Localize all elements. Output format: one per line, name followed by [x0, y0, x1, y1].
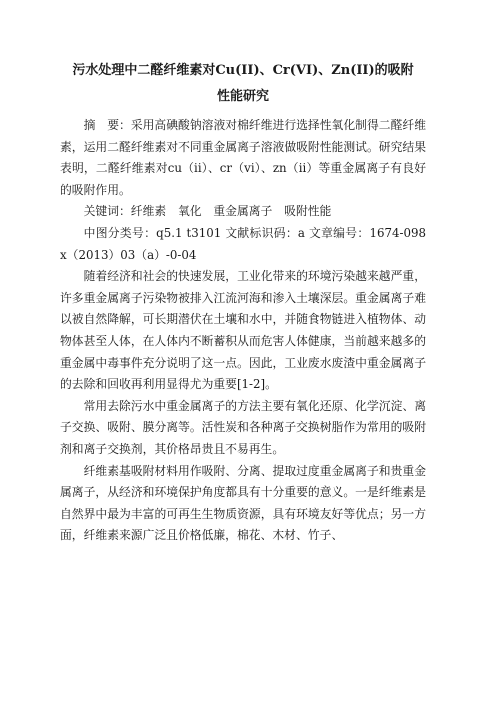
abstract: 摘 要：采用高碘酸钠溶液对棉纤维进行选择性氧化制得二醛纤维素，运用二醛纤维素对不同重金属离子溶液做吸附性能测试。研究结果表明，二醛纤维素对cu（ii）、cr（vi）、zn（ii）等重金属离子有良好的吸附作用。 [60, 118, 426, 197]
body-paragraph-3: 纤维素基吸附材料用作吸附、分离、提取过度重金属离子和贵重金属离子，从经济和环境保护角度都具有十分重要的意义。一是纤维素是自然界中最为丰富的可再生生物质资源，具有环境友好等优点；另一方面，纤维素来源广泛且价格低廉，棉花、木材、竹子、 [60, 463, 426, 543]
article-title [60, 58, 426, 110]
classification-info: 中图分类号：q5.1 t3101 文献标识码：a 文章编号：1674-098x（2013）03（a）-0-04 [60, 225, 426, 262]
body-paragraph-2: 常用去除污水中重金属离子的方法主要有氧化还原、化学沉淀、离子交换、吸附、膜分离等。活性炭和各种离子交换树脂作为常用的吸附剂和离子交换剂，其价格昂贵且不易再生。 [60, 398, 426, 456]
keywords: 关键词：纤维素 氧化 重金属离子 吸附性能 [83, 204, 332, 219]
document-page [60, 58, 426, 547]
title-line-2: 性能研究 [216, 89, 269, 104]
title-line-1: 污水处理中二醛纤维素对Cu(II)、Cr(VI)、Zn(II)的吸附 [72, 63, 414, 78]
body-paragraph-1: 随着经济和社会的快速发展，工业化带来的环境污染越来越严重，许多重金属离子污染物被排入江流河海和渗入土壤深层。重金属离子难以被自然降解，可长期潜伏在土壤和水中，并随食物链进入植物体、动物体甚至人体，在人体内不断蓄积从而危害人体健康，当前越来越多的重金属中毒事件充分说明了这一点。因此，工业废水废渣中重金属离子的去除和回收再利用显得尤为重要[1-2]。 [60, 269, 426, 392]
